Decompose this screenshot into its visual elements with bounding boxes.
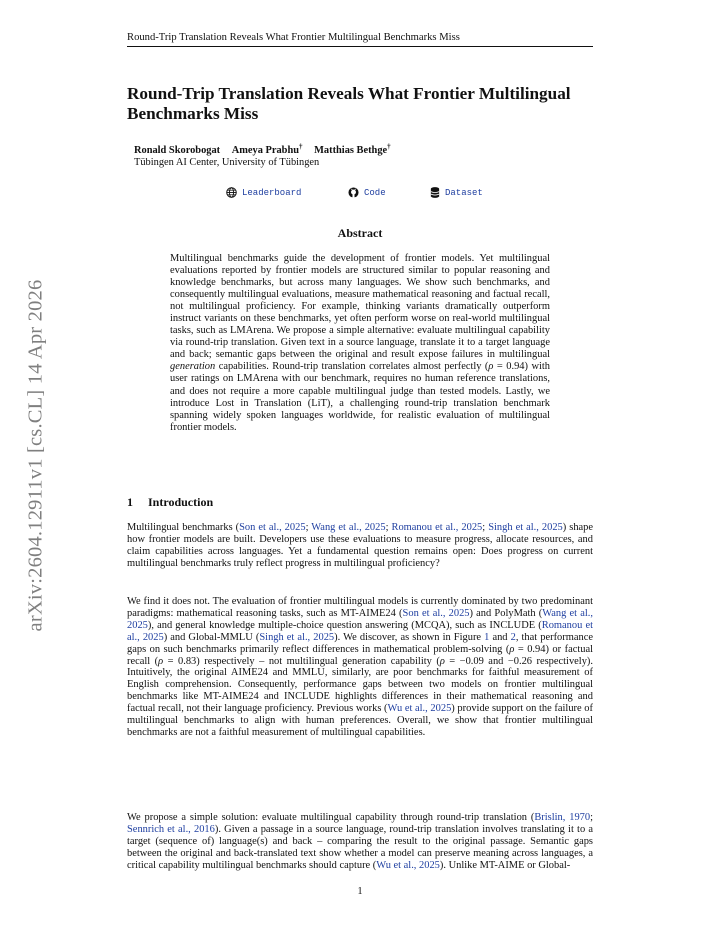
author-name: Ronald Skorobogat <box>134 145 221 156</box>
citation-link[interactable]: Son et al., 2025 <box>402 607 470 619</box>
globe-icon <box>226 187 237 198</box>
citation-link[interactable]: Wu et al., 2025 <box>387 703 452 715</box>
code-link[interactable] <box>348 187 386 198</box>
arxiv-id-text: arXiv:2604.12911v1 [cs.CL] 14 Apr 2026 <box>24 279 47 631</box>
citation-link[interactable]: Romanou et al., 2025 <box>127 619 593 643</box>
author-name: Matthias Bethge† <box>314 142 391 156</box>
citation-link[interactable]: Wang et al., 2025 <box>311 522 386 533</box>
database-icon <box>430 187 440 198</box>
running-header: Round-Trip Translation Reveals What Frontier Multilingual Benchmarks Miss <box>127 32 593 47</box>
citation-link[interactable]: Singh et al., 2025 <box>259 631 335 643</box>
intro-paragraph-3: We propose a simple solution: evaluate multilingual capability through round-trip translation (Brislin, 1970; Sennrich et al., 2016). Given a passage in a source language, round-trip translation involves translating it to a target (sequence of) language(s) and back – comparing the result to the original passage. Semantic gaps between the original and back-translated text show whether a model can preserve meaning across languages, a critical capability multilingual benchmarks should capture (Wu et al., 2025). Unlike MT-AIME or Global- <box>127 812 594 871</box>
leaderboard-link-label: Leaderboard <box>242 187 302 198</box>
citation-link[interactable]: Wu et al., 2025 <box>376 859 440 871</box>
paper-title: Round-Trip Translation Reveals What Frontier Multilingual Benchmarks Miss <box>127 84 571 123</box>
author-name: Ameya Prabhu† <box>231 142 303 156</box>
resource-links <box>0 187 720 201</box>
code-link-label: Code <box>364 187 386 198</box>
page-number: 1 <box>357 886 363 897</box>
intro-paragraph-2: We find it does not. The evaluation of frontier multilingual models is currently dominated by two predominant paradigms: mathematical reasoning tasks, such as MT-AIME24 (Son et al., 2025) and PolyMath (Wang et al., 2025), and general knowledge multiple-choice question answering (MCQA), such as INCLUDE (Romanou et al., 2025) and Global-MMLU (Singh et al., 2025). We discover, as shown in Figure 1 and 2, that performance gaps on such benchmarks primarily reflect differences in mathematical problem-solving (ρ = 0.94) or factual recall (ρ = 0.83) respectively – not multilingual generation capability (ρ = −0.09 and −0.26 respectively). Intuitively, the original AIME24 and MMLU, similarly, are poor benchmarks for faithful measurement of English comprehension. Consequently, performance gaps between two models on frontier multilingual benchmarks like MT-AIME24 and INCLUDE highlights differences in their mathematical reasoning and factual recall, not their language proficiency. Previous works (Wu et al., 2025) provide support on the failure of multilingual benchmarks to align with human preferences. Overall, we show that frontier multilingual benchmarks are not a faithful measurement of multilingual capabilities. <box>127 596 594 738</box>
citation-link[interactable]: Wang et al., 2025 <box>127 607 594 631</box>
arxiv-identifier-stamp <box>16 260 56 650</box>
dataset-link-label: Dataset <box>445 187 483 198</box>
section-heading <box>127 495 213 510</box>
abstract-heading: Abstract <box>337 226 383 240</box>
section-title: Introduction <box>148 495 214 509</box>
citation-link[interactable]: Romanou et al., 2025 <box>391 522 483 533</box>
affiliation: Tübingen AI Center, University of Tübingen <box>134 157 320 168</box>
author-list <box>134 142 400 157</box>
figure-reference-link[interactable]: 1 <box>484 631 490 643</box>
leaderboard-link[interactable] <box>226 187 301 198</box>
citation-link[interactable]: Son et al., 2025 <box>239 522 306 533</box>
citation-link[interactable]: Brislin, 1970 <box>534 812 591 823</box>
section-number: 1 <box>127 495 133 509</box>
citation-link[interactable]: Singh et al., 2025 <box>488 522 563 533</box>
abstract-text: Multilingual benchmarks guide the development of frontier models. Yet multilingual evaluations reported by frontier models are structured similar to popular reasoning and knowledge benchmarks, but across many languages. We show such benchmarks, and consequently multilingual evaluations, measure mathematical reasoning and factual recall, not multilingual proficiency. For example, thinking variants dramatically outperform instruct variants on these benchmarks, yet often perform worse on real-world multilingual tasks, such as LMArena. We propose a simple alternative: evaluate multilingual capability via round-trip translation. Given text in a source language, translate it to a target language and back; semantic gaps between the original and result expose failures in multilingual generation capabilities. Round-trip translation correlates almost perfectly (ρ = 0.94) with user ratings on LMArena with our benchmark, requires no human reference translations, and does not require a more capable multilingual judge than tested models. Lastly, we introduce Lost in Translation (LiT), a challenging round-trip translation benchmark spanning widely spoken languages worldwide, for realistic evaluation of multilingual frontier models. <box>170 253 550 433</box>
github-icon <box>348 187 359 198</box>
intro-paragraph-1: Multilingual benchmarks (Son et al., 2025; Wang et al., 2025; Romanou et al., 2025; Singh et al., 2025) shape how frontier models are built. Developers use these evaluations to measure progress, allocate resources, and claim capabilities across languages. Yet a fundamental question remains open: Does progress on current multilingual benchmarks truly reflect progress in multilingual proficiency? <box>127 522 594 569</box>
figure-reference-link[interactable]: 2 <box>510 631 516 643</box>
dataset-link[interactable] <box>430 187 483 198</box>
citation-link[interactable]: Sennrich et al., 2016 <box>127 823 215 835</box>
